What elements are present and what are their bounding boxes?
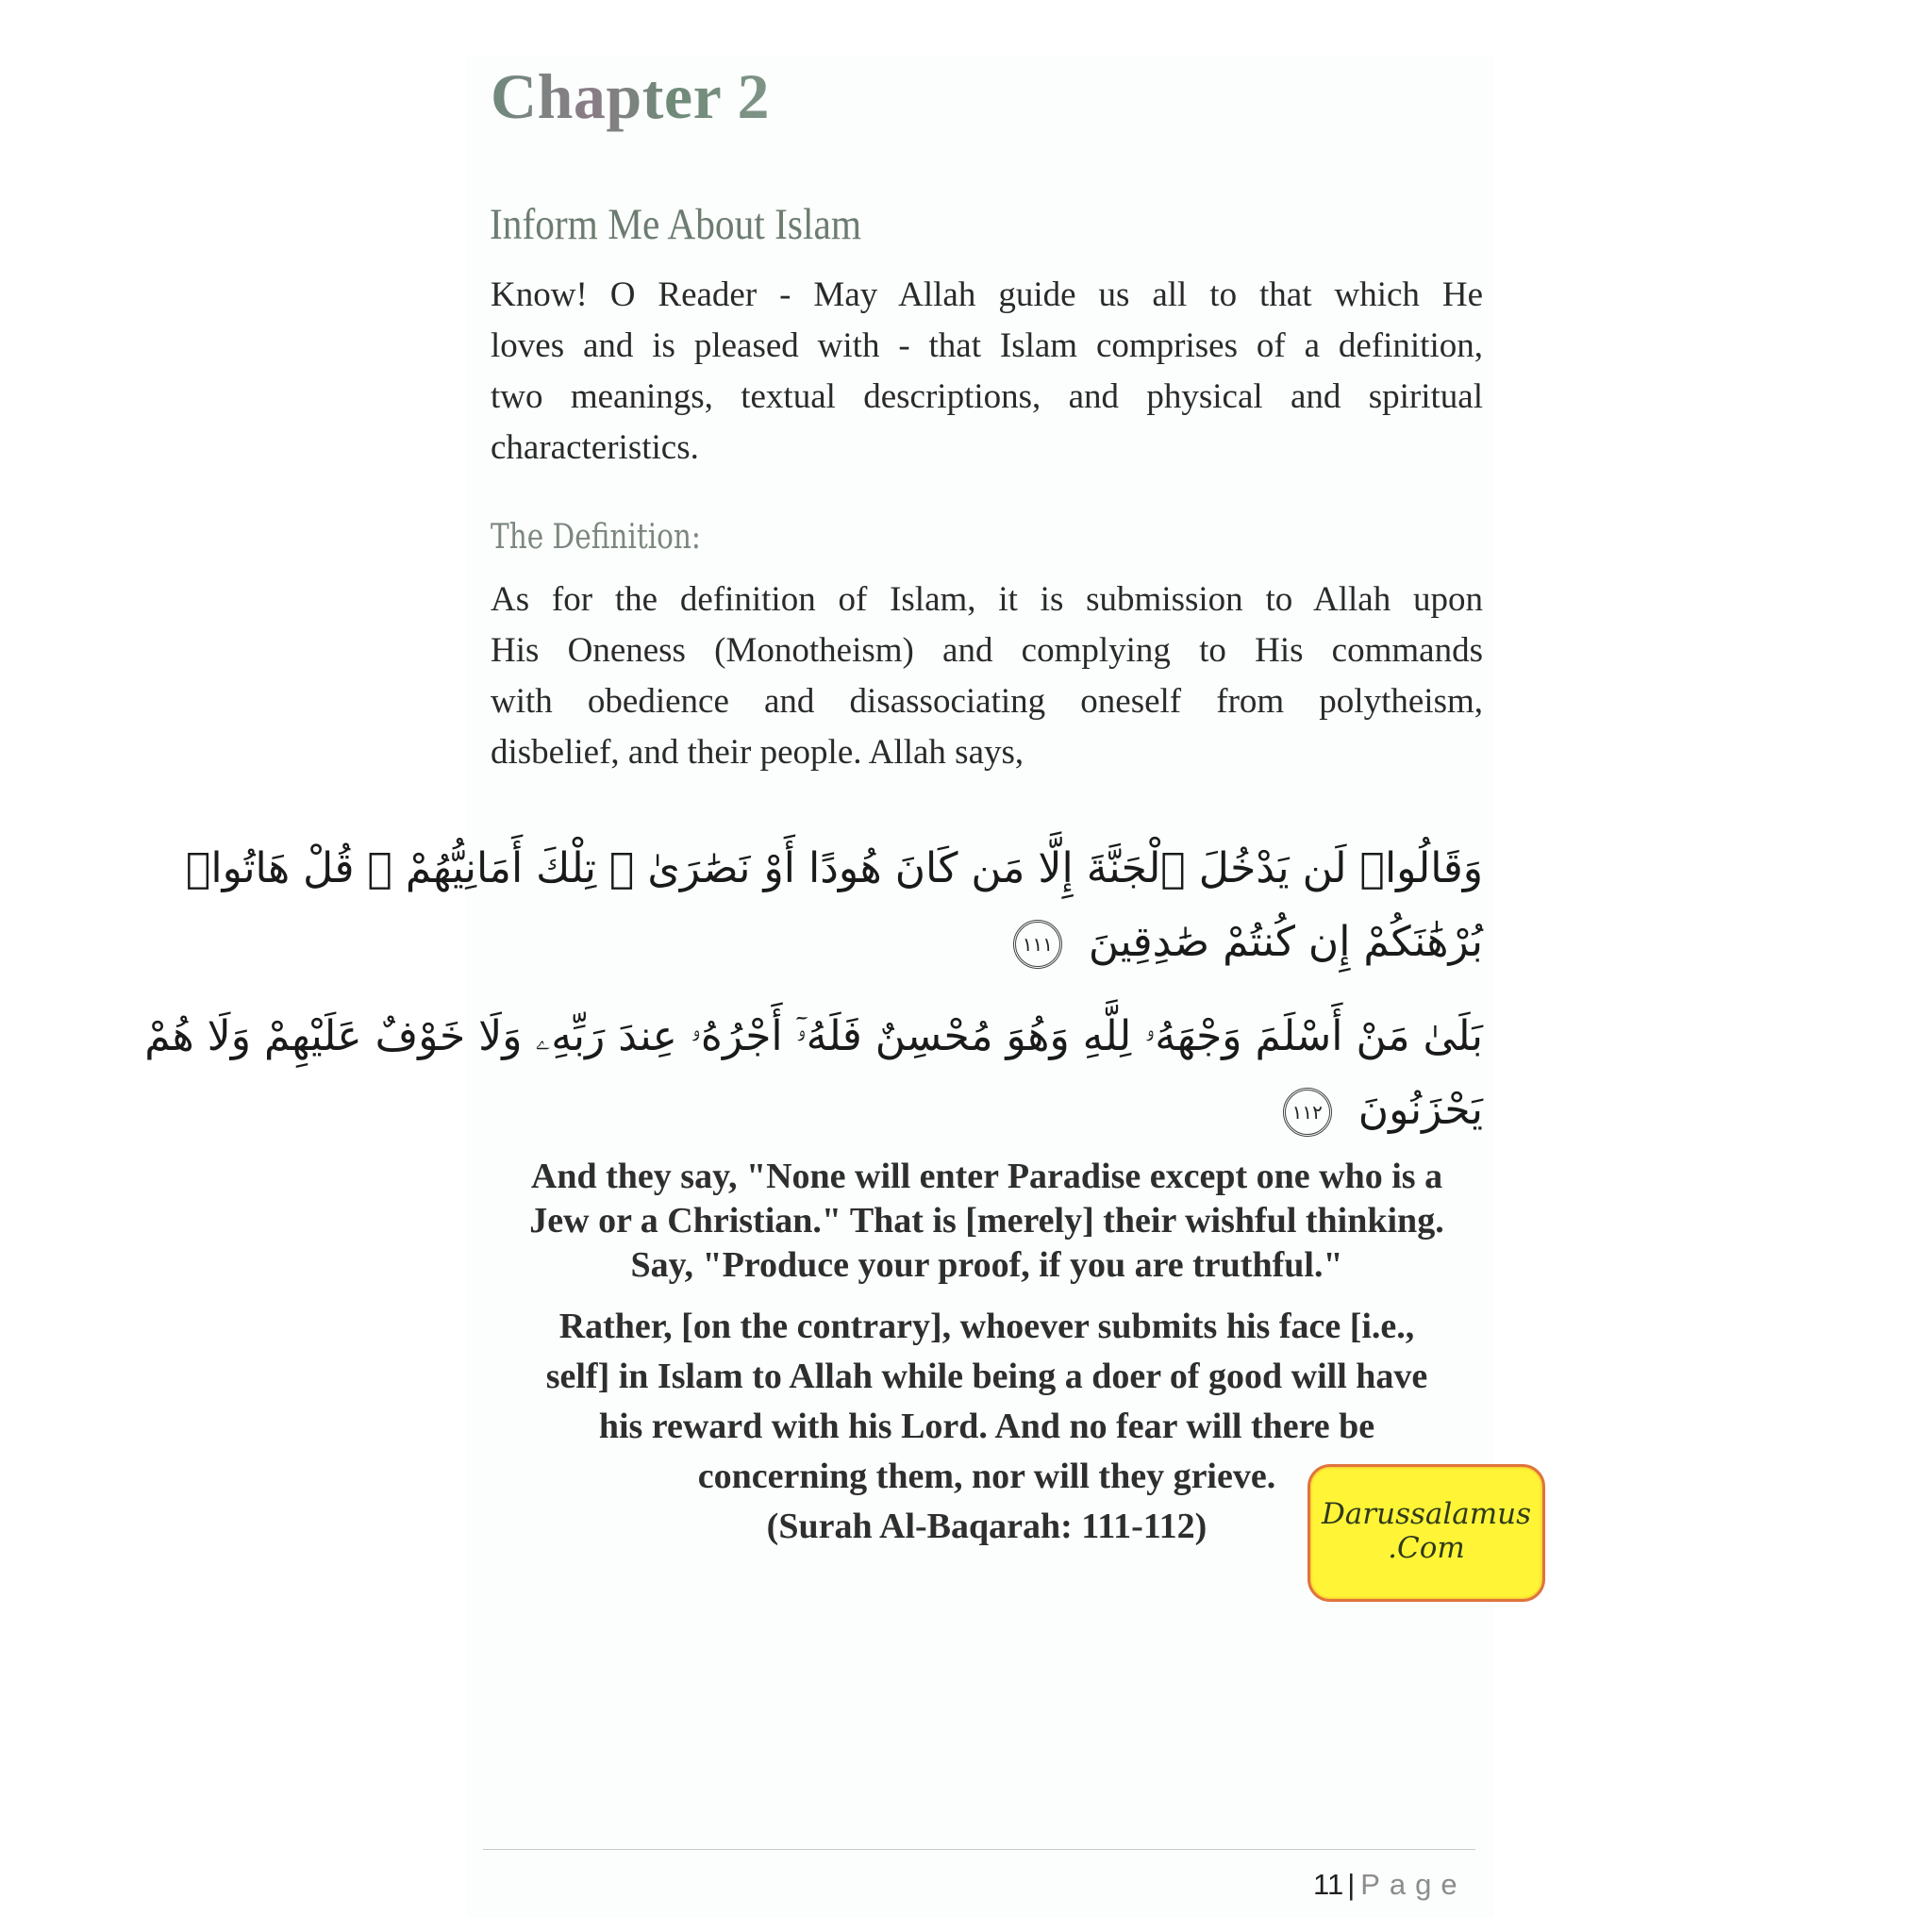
intro-line: characteristics. [491,428,699,467]
chapter-title: Chapter 2 [491,60,771,132]
arabic-line: بَلَىٰ مَنْ أَسْلَمَ وَجْهَهُۥ لِلَّهِ وَهُوَ مُحْسِنٌ فَلَهُۥٓ أَجْرُهُۥ عِندَ رَبِّهِۦ وَلَا خَوْفٌ عَلَيْهِمْ وَلَا هُمْ [144,1012,1483,1060]
intro-line: Know! O Reader - May Allah guide us all to that which He [491,275,1483,314]
translation-line: his reward with his Lord. And no fear will there be [598,1407,1375,1446]
surah-reference: (Surah Al-Baqarah: 111-112) [766,1507,1208,1546]
page-number-separator: | [1347,1868,1356,1901]
translation-verse-111 [486,1155,1488,1288]
page-number-value: 11 [1313,1868,1344,1901]
section-title: Inform Me About Islam [490,200,862,249]
arabic-line [528,1074,1483,1147]
arabic-text: يَحْزَنُونَ [1357,1086,1483,1134]
watermark-line-1: Darussalamus [1321,1497,1532,1531]
arabic-text: بُرْهَٰنَكُمْ إِن كُنتُمْ صَٰدِقِينَ [1088,918,1483,966]
definition-line: disbelief, and their people. Allah says, [491,733,1024,772]
translation-line: concerning them, nor will they grieve. [697,1457,1276,1496]
translation-line: Rather, [on the contrary], whoever submits his face [i.e., [558,1307,1415,1346]
definition-subheading: The Definition: [491,518,701,557]
intro-line: loves and is pleased with - that Islam comprises of a definition, [491,326,1483,365]
definition-line: with obedience and disassociating oneself from polytheism, [491,682,1483,721]
arabic-line: وَقَالُوا۟ لَن يَدْخُلَ ٱلْجَنَّةَ إِلَّا مَن كَانَ هُودًا أَوْ نَصَٰرَىٰ ۗ تِلْكَ أَمَانِيُّهُمْ ۗ قُلْ هَاتُوا۟ [185,844,1483,892]
translation-line: And they say, "None will enter Paradise except one who is a [530,1157,1443,1196]
watermark-badge [1307,1464,1545,1602]
quran-verse-111 [185,832,1483,979]
quran-verse-112 [144,1000,1483,1147]
translation-line: Say, "Produce your proof, if you are truthful." [630,1245,1343,1285]
intro-line: two meanings, textual descriptions, and physical and spiritual [491,377,1483,416]
watermark-line-2: .Com [1388,1531,1465,1565]
translation-line: Jew or a Christian." That is [merely] their wishful thinking. [529,1201,1444,1241]
translation-line: self] in Islam to Allah while being a doer of good will have [545,1357,1428,1396]
definition-line: As for the definition of Islam, it is submission to Allah upon [491,580,1483,619]
ayah-end-marker-icon: ١١٢ [1283,1088,1332,1137]
page-word: Page [1360,1868,1467,1901]
footer-divider [483,1849,1475,1850]
definition-paragraph [491,575,1483,778]
definition-line: His Oneness (Monotheism) and complying to His commands [491,631,1483,670]
arabic-line [528,906,1483,979]
ayah-end-marker-icon: ١١١ [1013,920,1062,969]
page-number [1313,1866,1467,1904]
intro-paragraph [491,270,1483,474]
